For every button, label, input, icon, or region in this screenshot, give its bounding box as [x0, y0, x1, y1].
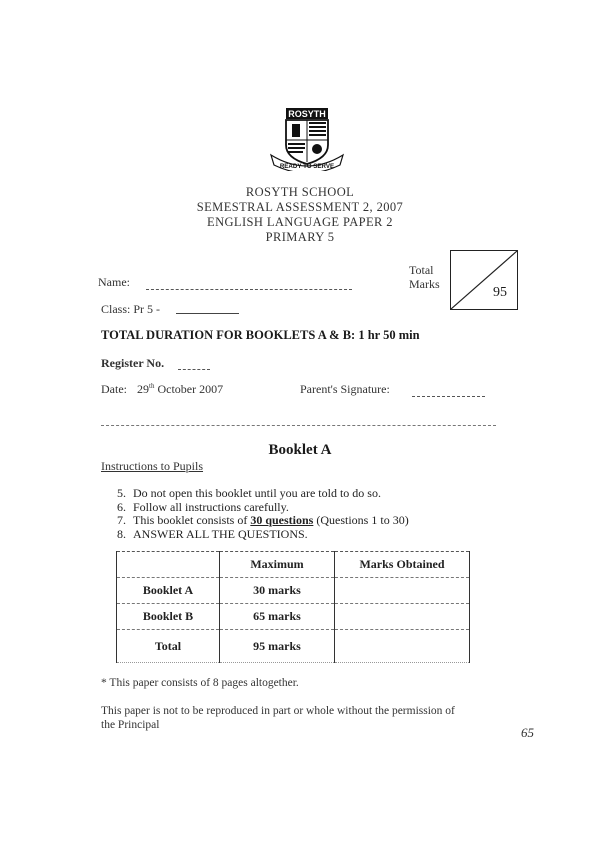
question-range: (Questions 1 to 30) — [313, 513, 409, 527]
school-crest-logo — [269, 107, 345, 171]
row-max: 65 marks — [220, 604, 335, 630]
row-max: 95 marks — [220, 630, 335, 663]
signature-label: Parent's Signature: — [300, 382, 390, 396]
header-marks-obtained: Marks Obtained — [335, 552, 470, 578]
date-value — [137, 382, 223, 397]
row-obtained[interactable] — [335, 630, 470, 663]
row-label: Total — [117, 630, 220, 663]
signature-field[interactable] — [412, 395, 485, 397]
marks-label: Marks — [409, 277, 440, 291]
instruction-item — [117, 487, 409, 501]
diagonal-line — [451, 251, 517, 309]
booklet-title: Booklet A — [268, 442, 332, 458]
table-row — [117, 578, 470, 604]
table-header-row — [117, 552, 470, 578]
table-row — [117, 604, 470, 630]
register-label: Register No. — [101, 356, 165, 370]
instruction-number: 5. — [117, 486, 126, 500]
instructions-list — [117, 487, 409, 541]
divider — [101, 424, 496, 426]
total-label: Total — [409, 263, 434, 277]
instruction-item — [117, 501, 409, 515]
row-max: 30 marks — [220, 578, 335, 604]
class-field[interactable] — [176, 313, 239, 314]
class-label: Class: Pr 5 - — [101, 302, 161, 316]
school-name: ROSYTH SCHOOL — [245, 185, 355, 199]
instruction-text: ANSWER ALL THE QUESTIONS. — [133, 526, 308, 541]
instruction-text: Follow all instructions carefully. — [133, 499, 289, 514]
instruction-text: This booklet consists of — [133, 513, 251, 527]
svg-text:READY TO SERVE: READY TO SERVE — [279, 163, 335, 170]
assessment-title: SEMESTRAL ASSESSMENT 2, 2007 — [196, 200, 404, 214]
question-count: 30 questions — [250, 513, 314, 527]
header-blank — [117, 552, 220, 578]
name-label: Name: — [98, 275, 130, 289]
instruction-number: 7. — [117, 513, 126, 527]
marks-table — [116, 551, 470, 663]
date-day: 29 — [137, 382, 149, 396]
header-maximum: Maximum — [220, 552, 335, 578]
total-marks-value: 95 — [493, 285, 507, 300]
page-count-note: * This paper consists of 8 pages altogether. — [101, 677, 299, 689]
date-label: Date: — [101, 382, 127, 396]
reproduction-notice-line1: This paper is not to be reproduced in part or whole without the permission of — [101, 705, 455, 717]
instruction-number: 8. — [117, 526, 126, 541]
instruction-text: Do not open this booklet until you are told to do so. — [133, 486, 381, 500]
date-suffix: th — [149, 382, 155, 390]
date-rest: October 2007 — [157, 382, 224, 396]
row-obtained[interactable] — [335, 578, 470, 604]
register-field[interactable] — [178, 368, 210, 370]
row-label: Booklet B — [117, 604, 220, 630]
row-obtained[interactable] — [335, 604, 470, 630]
name-field[interactable] — [146, 288, 352, 290]
svg-text:ROSYTH: ROSYTH — [288, 109, 326, 119]
instruction-number: 6. — [117, 499, 126, 514]
total-marks-label — [409, 263, 440, 291]
total-marks-box — [450, 250, 518, 310]
total-duration: TOTAL DURATION FOR BOOKLETS A & B: 1 hr 50 min — [101, 328, 420, 342]
instruction-item — [117, 514, 409, 528]
table-row — [117, 630, 470, 663]
handwritten-score: 65 — [521, 725, 534, 740]
instruction-item — [117, 528, 409, 542]
paper-title: ENGLISH LANGUAGE PAPER 2 — [207, 215, 393, 229]
reproduction-notice-line2: the Principal — [101, 719, 160, 731]
level-title: PRIMARY 5 — [265, 230, 335, 244]
instructions-heading: Instructions to Pupils — [101, 459, 204, 473]
row-label: Booklet A — [117, 578, 220, 604]
